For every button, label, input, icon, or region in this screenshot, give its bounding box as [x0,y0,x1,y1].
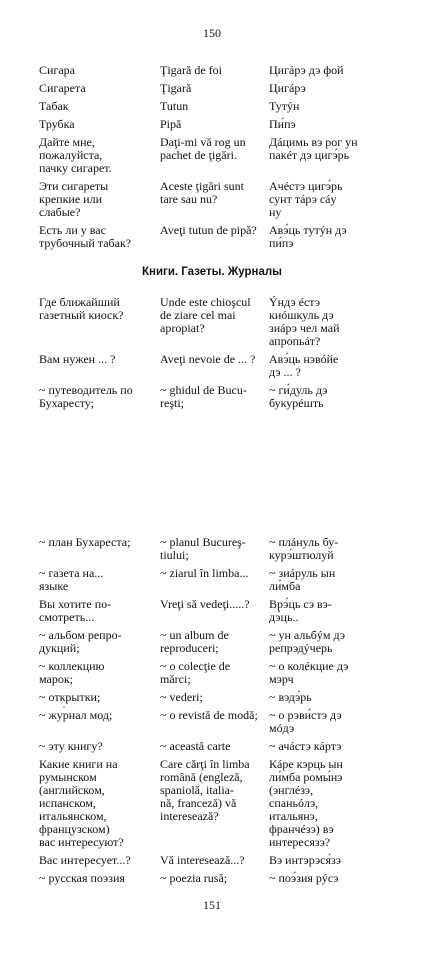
phrase-romanian: Care cărţi în limba română (engleză, spaniolă, italia- nă, franceză) vă interesează? [160,757,250,823]
phrase-russian: ~ альбом репро- дукций; [39,628,122,655]
phrase-row [0,136,424,175]
phrase-romanian: Ţigară [160,81,192,95]
phrase-romanian: Aveţi tutun de pipă? [160,223,257,237]
phrase-row [0,180,424,219]
phrase-row [0,758,424,849]
phrase-row [0,64,424,77]
phrase-row [0,224,424,250]
phrase-russian: Есть ли у вас трубочный табак? [39,223,132,250]
phrase-table-tobacco [0,64,424,255]
phrase-transcription: Кáре кэрць ын ли́мба ромы́нэ (энглéзэ, спаньóлэ, итальянэ, франчéзэ) вэ интересязэ? [269,757,343,849]
phrase-transcription: ~ вэдэ́рь [269,690,312,704]
phrase-row [0,296,424,348]
phrase-transcription: Авэ́ць нэвóйе дэ ... ? [269,352,339,379]
phrase-transcription: ~ ачáстэ кáртэ [269,739,342,753]
phrase-row [0,660,424,686]
phrase-romanian: ~ poezia rusă; [160,871,228,885]
phrase-russian: ~ коллекцию марок; [39,659,105,686]
phrase-russian: Где ближайший газетный киоск? [39,295,124,322]
phrase-russian: Сигарета [39,81,86,95]
phrase-russian: Вы хотите по- смотреть... [39,597,112,624]
phrase-row [0,567,424,593]
phrase-romanian: ~ planul Bucureş- tiului; [160,535,246,562]
phrase-russian: Трубка [39,117,75,131]
phrase-row [0,691,424,704]
phrase-transcription: ~ о колéкцие дэ мэрч [269,659,349,686]
phrase-transcription: ~ ун альбýм дэ репрэдýчерь [269,628,346,655]
phrase-row [0,872,424,885]
phrase-romanian: Vreţi să vedeţi.....? [160,597,250,611]
phrase-row [0,709,424,735]
page-number-top: 150 [203,26,221,40]
phrase-transcription: Тутýн [269,99,300,113]
phrase-transcription: ~ поэ́зия рýсэ [269,871,339,885]
phrase-russian: ~ план Бухареста; [39,535,131,549]
phrase-transcription: ~ о рэви́стэ дэ мóдэ [269,708,342,735]
phrase-russian: ~ газета на... языке [39,566,104,593]
phrase-romanian: Aveţi nevoie de ... ? [160,352,256,366]
phrase-transcription: Дáцимь вэ рог ун пакéт дэ цигэ́рь [269,135,358,162]
phrase-transcription: ~ зиáруль ын ли́мба [269,566,336,593]
section-heading: Книги. Газеты. Журналы [142,266,282,278]
phrase-russian: ~ путеводитель по Бухаресту; [39,383,133,410]
phrase-row [0,82,424,95]
phrase-table-books-continued [0,536,424,890]
ink-speck [63,706,65,708]
phrase-row [0,118,424,131]
phrase-row [0,353,424,379]
phrase-romanian: ~ această carte [160,739,231,753]
phrase-row [0,598,424,624]
phrase-romanian: Pipă [160,117,182,131]
phrase-transcription: Ачéстэ цигэ́рь сунт тáрэ сáу ну [269,179,343,219]
phrase-transcription: Авэ́ць тутýн дэ пи́пэ [269,223,347,250]
phrase-table-books [0,296,424,415]
phrase-romanian: ~ ziarul în limba... [160,566,249,580]
page-number-bottom: 151 [203,898,221,912]
phrase-russian: ~ журнал мод; [39,708,113,722]
phrase-romanian: ~ un album de reproduceri; [160,628,229,655]
phrase-russian: Сигара [39,63,75,77]
phrase-transcription: Цигáрэ [269,81,306,95]
phrase-russian: ~ эту книгу? [39,739,103,753]
phrase-transcription: Цигáрэ дэ фой [269,63,344,77]
phrase-romanian: Aceste ţigări sunt tare sau nu? [160,179,244,206]
phrase-row [0,100,424,113]
phrase-transcription: Пи́пэ [269,117,296,131]
phrase-transcription: Врэ́ць сэ вэ- дэ́ць.. [269,597,332,624]
phrase-russian: Эти сигареты крепкие или слабые? [39,179,109,219]
phrase-russian: Дайте мне, пожалуйста, пачку сигарет. [39,135,112,175]
phrase-romanian: Daţi-mi vă rog un pachet de ţigări. [160,135,246,162]
phrase-row [0,740,424,753]
phrase-transcription: Вэ интэрэся́зэ [269,853,341,867]
phrase-russian: Вас интересует...? [39,853,131,867]
phrase-transcription: Ýндэ éстэ киóшкуль дэ зиáрэ чел май апропьáт? [269,295,340,348]
phrase-row [0,384,424,410]
phrase-russian: Какие книги на румынском (английском, испанском, итальянском, французском) вас интересуют? [39,757,124,849]
phrase-russian: Вам нужен ... ? [39,352,116,366]
phrase-romanian: Unde este chioşcul de ziare cel mai apropiat? [160,295,251,335]
phrase-russian: Табак [39,99,69,113]
phrase-romanian: ~ o revistă de modă; [160,708,258,722]
phrase-romanian: ~ vederi; [160,690,203,704]
phrase-romanian: ~ ghidul de Bucu- reşti; [160,383,247,410]
phrase-romanian: ~ o colecţie de mărci; [160,659,231,686]
phrase-transcription: ~ ги́дуль дэ букурéшть [269,383,328,410]
phrase-row [0,629,424,655]
phrase-romanian: Vă interesează...? [160,853,245,867]
phrase-romanian: Tutun [160,99,189,113]
phrase-transcription: ~ плáнуль бу- курэ́штюлуй [269,535,339,562]
phrase-row [0,854,424,867]
phrase-row [0,536,424,562]
phrase-russian: ~ открытки; [39,690,101,704]
phrase-romanian: Ţigară de foi [160,63,222,77]
phrase-russian: ~ русская поэзия [39,871,125,885]
